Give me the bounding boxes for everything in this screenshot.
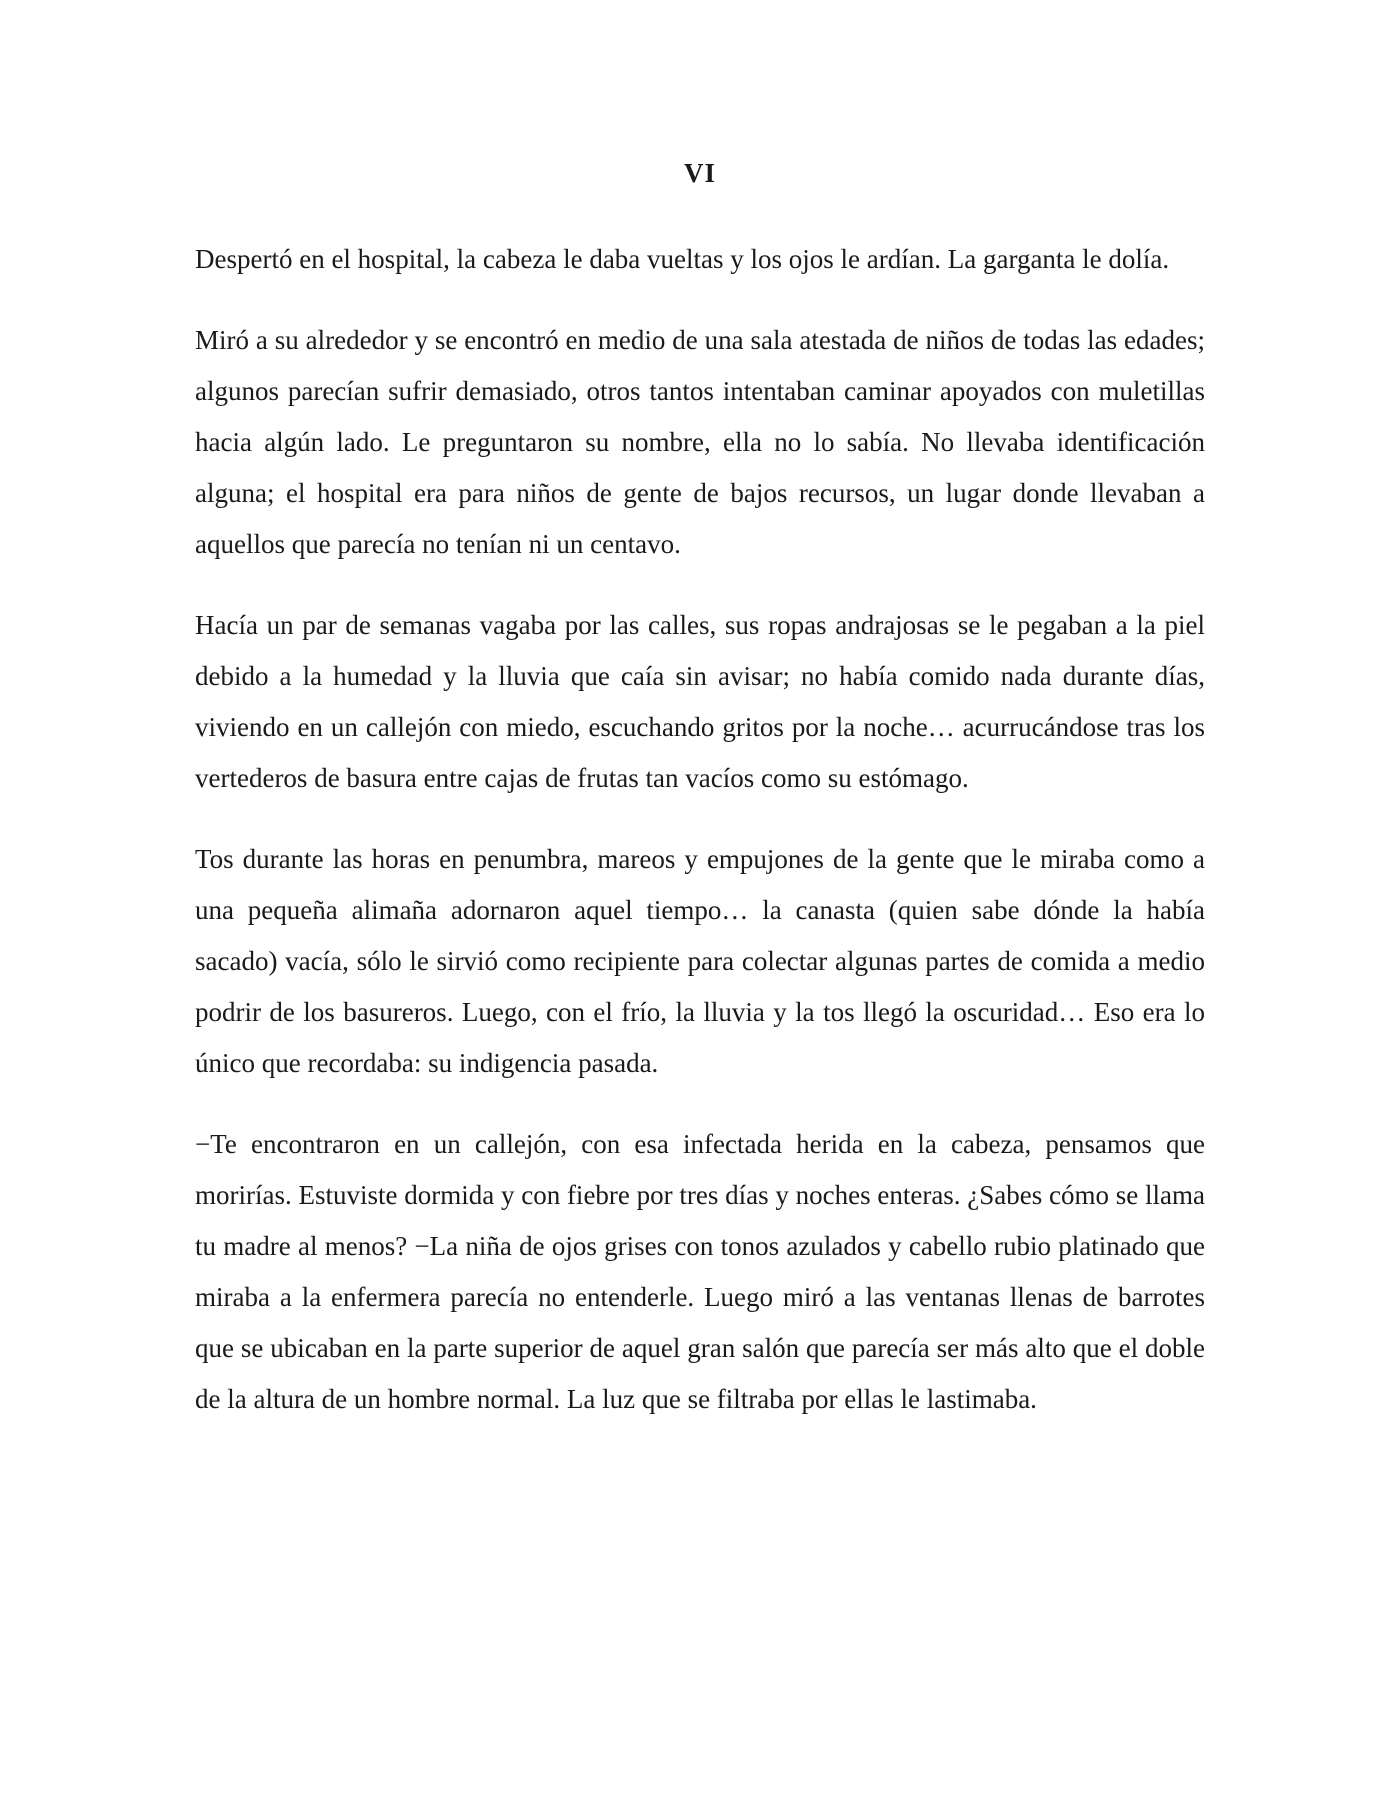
chapter-body xyxy=(195,234,1205,1455)
paragraph: Miró a su alrededor y se encontró en medio de una sala atestada de niños de todas las edades; algunos parecían sufrir demasiado, otros tantos intentaban caminar apoyados con muletillas hacia algún lado. Le preguntaron su nombre, ella no lo sabía. No llevaba identificación alguna; el hospital era para niños de gente de bajos recursos, un lugar donde llevaban a aquellos que parecía no tenían ni un centavo. xyxy=(195,325,1205,559)
paragraph: Tos durante las horas en penumbra, mareos y empujones de la gente que le miraba como a una pequeña alimaña adornaron aquel tiempo… la canasta (quien sabe dónde la había sacado) vacía, sólo le sirvió como recipiente para colectar algunas partes de comida a medio podrir de los basureros. Luego, con el frío, la lluvia y la tos llegó la oscuridad… Eso era lo único que recordaba: su indigencia pasada. xyxy=(195,844,1205,1078)
paragraph: Despertó en el hospital, la cabeza le daba vueltas y los ojos le ardían. La garganta le dolía. xyxy=(195,244,1170,274)
paragraph: −Te encontraron en un callejón, con esa infectada herida en la cabeza, pensamos que morirías. Estuviste dormida y con fiebre por tres días y noches enteras. ¿Sabes cómo se llama tu madre al menos? −La niña de ojos grises con tonos azulados y cabello rubio platinado que miraba a la enfermera parecía no entenderle. Luego miró a las ventanas llenas de barrotes que se ubicaban en la parte superior de aquel gran salón que parecía ser más alto que el doble de la altura de un hombre normal. La luz que se filtraba por ellas le lastimaba. xyxy=(195,1129,1205,1414)
paragraph: Hacía un par de semanas vagaba por las calles, sus ropas andrajosas se le pegaban a la piel debido a la humedad y la lluvia que caía sin avisar; no había comido nada durante días, viviendo en un callejón con miedo, escuchando gritos por la noche… acurrucándose tras los vertederos de basura entre cajas de frutas tan vacíos como su estómago. xyxy=(195,610,1205,793)
chapter-heading: VI xyxy=(683,158,716,188)
